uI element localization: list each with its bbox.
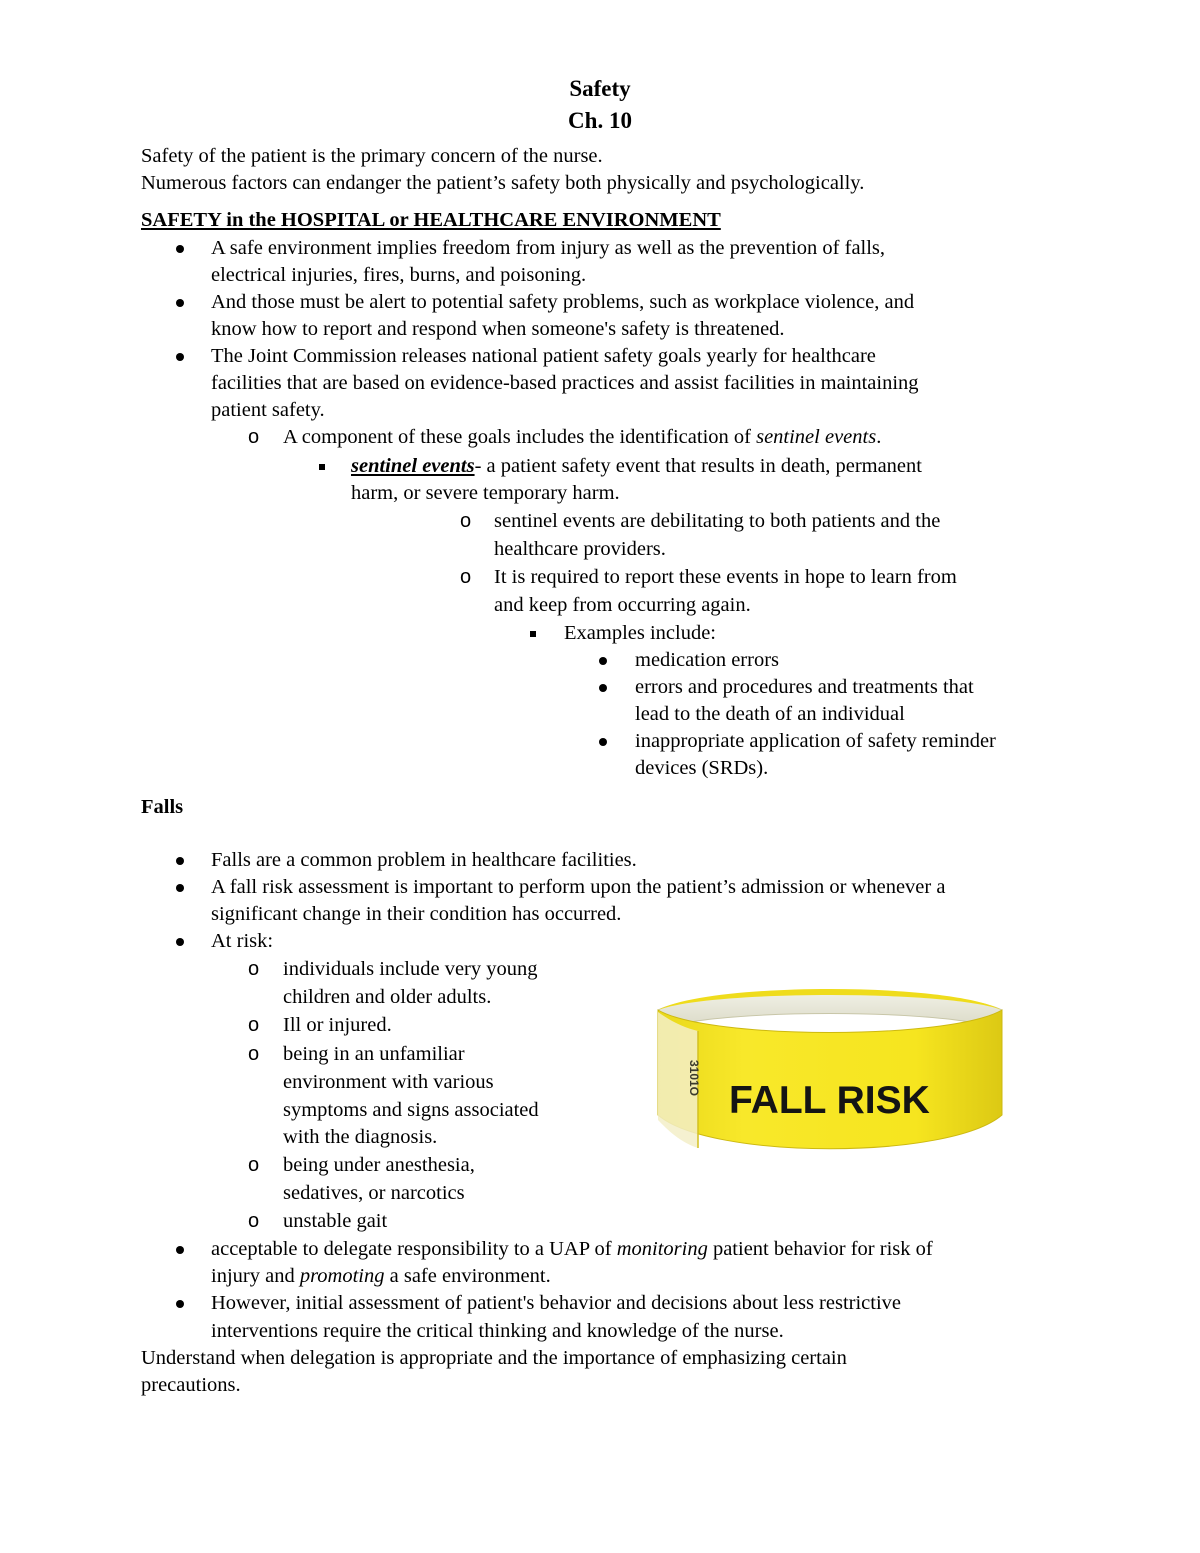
bullet-disc <box>176 928 184 955</box>
risk-item: sedatives, or narcotics <box>283 1182 465 1204</box>
example-item: medication errors <box>635 649 780 671</box>
risk-item: children and older adults. <box>283 986 492 1008</box>
section-heading-falls: Falls <box>141 796 184 818</box>
bullet-text: electrical injuries, fires, burns, and poisoning. <box>211 264 587 286</box>
sub-bullet-text: sentinel events are debilitating to both patients and the <box>494 510 941 532</box>
bullet-disc <box>176 874 184 901</box>
example-item: inappropriate application of safety reminder <box>635 730 996 752</box>
bullet-disc <box>176 1290 184 1317</box>
risk-item: unstable gait <box>283 1210 388 1232</box>
document-subtitle: Ch. 10 <box>568 108 632 133</box>
bullet-disc <box>176 847 184 874</box>
bullet-circle: o <box>248 1043 260 1065</box>
intro-line: Numerous factors can endanger the patient’s safety both physically and psychologically. <box>141 172 865 194</box>
bullet-square <box>319 453 325 480</box>
example-item: lead to the death of an individual <box>635 703 905 725</box>
bullet-disc <box>599 647 607 674</box>
sentinel-definition: sentinel events- a patient safety event that results in death, permanent <box>351 455 922 477</box>
risk-item: Ill or injured. <box>283 1014 392 1036</box>
bullet-disc <box>599 728 607 755</box>
section-heading-safety: SAFETY in the HOSPITAL or HEALTHCARE ENVIRONMENT <box>141 209 721 231</box>
bullet-text: interventions require the critical thinking and knowledge of the nurse. <box>211 1320 784 1342</box>
bullet-disc <box>599 674 607 701</box>
bullet-disc <box>176 289 184 316</box>
bullet-disc <box>176 343 184 370</box>
closing-text: precautions. <box>141 1374 241 1396</box>
fall-risk-wristband-image <box>650 980 1010 1165</box>
bullet-text: know how to report and respond when someone's safety is threatened. <box>211 318 785 340</box>
examples-label: Examples include: <box>564 622 716 644</box>
bullet-circle: o <box>248 1014 260 1036</box>
sub-bullet-text: It is required to report these events in hope to learn from <box>494 566 957 588</box>
bullet-circle: o <box>248 1210 260 1232</box>
bullet-circle: o <box>248 426 260 448</box>
document-title: Safety <box>569 76 631 101</box>
wristband-serial: 3101O <box>687 1059 701 1097</box>
bullet-text: injury and promoting a safe environment. <box>211 1265 551 1287</box>
bullet-text: At risk: <box>211 930 274 952</box>
example-item: errors and procedures and treatments that <box>635 676 974 698</box>
sub-bullet-text: healthcare providers. <box>494 538 666 560</box>
risk-item: environment with various <box>283 1071 494 1093</box>
bullet-text: And those must be alert to potential safety problems, such as workplace violence, and <box>211 291 915 313</box>
bullet-disc <box>176 1236 184 1263</box>
bullet-text: Falls are a common problem in healthcare facilities. <box>211 849 637 871</box>
risk-item: being under anesthesia, <box>283 1154 475 1176</box>
bullet-text: acceptable to delegate responsibility to a UAP of monitoring patient behavior for risk of <box>211 1238 933 1260</box>
bullet-circle: o <box>248 1154 260 1176</box>
example-item: devices (SRDs). <box>635 757 769 779</box>
bullet-circle: o <box>248 958 260 980</box>
bullet-text: The Joint Commission releases national patient safety goals yearly for healthcare <box>211 345 876 367</box>
bullet-circle: o <box>460 566 472 588</box>
intro-line: Safety of the patient is the primary concern of the nurse. <box>141 145 603 167</box>
sub-bullet-text: and keep from occurring again. <box>494 594 751 616</box>
bullet-square <box>530 620 536 647</box>
bullet-text: significant change in their condition has occurred. <box>211 903 622 925</box>
bullet-text: A safe environment implies freedom from injury as well as the prevention of falls, <box>211 237 886 259</box>
risk-item: individuals include very young <box>283 958 538 980</box>
risk-item: symptoms and signs associated <box>283 1099 539 1121</box>
wristband-label: FALL RISK <box>729 1079 930 1122</box>
bullet-text: However, initial assessment of patient's behavior and decisions about less restrictive <box>211 1292 902 1314</box>
sentinel-definition: harm, or severe temporary harm. <box>351 482 620 504</box>
risk-item: with the diagnosis. <box>283 1126 438 1148</box>
sub-bullet-text: A component of these goals includes the identification of sentinel events. <box>283 426 882 448</box>
risk-item: being in an unfamiliar <box>283 1043 465 1065</box>
bullet-disc <box>176 235 184 262</box>
bullet-circle: o <box>460 510 472 532</box>
bullet-text: patient safety. <box>211 399 325 421</box>
closing-text: Understand when delegation is appropriate and the importance of emphasizing certain <box>141 1347 847 1369</box>
bullet-text: facilities that are based on evidence-based practices and assist facilities in maintaining <box>211 372 919 394</box>
bullet-text: A fall risk assessment is important to perform upon the patient’s admission or whenever a <box>211 876 946 898</box>
